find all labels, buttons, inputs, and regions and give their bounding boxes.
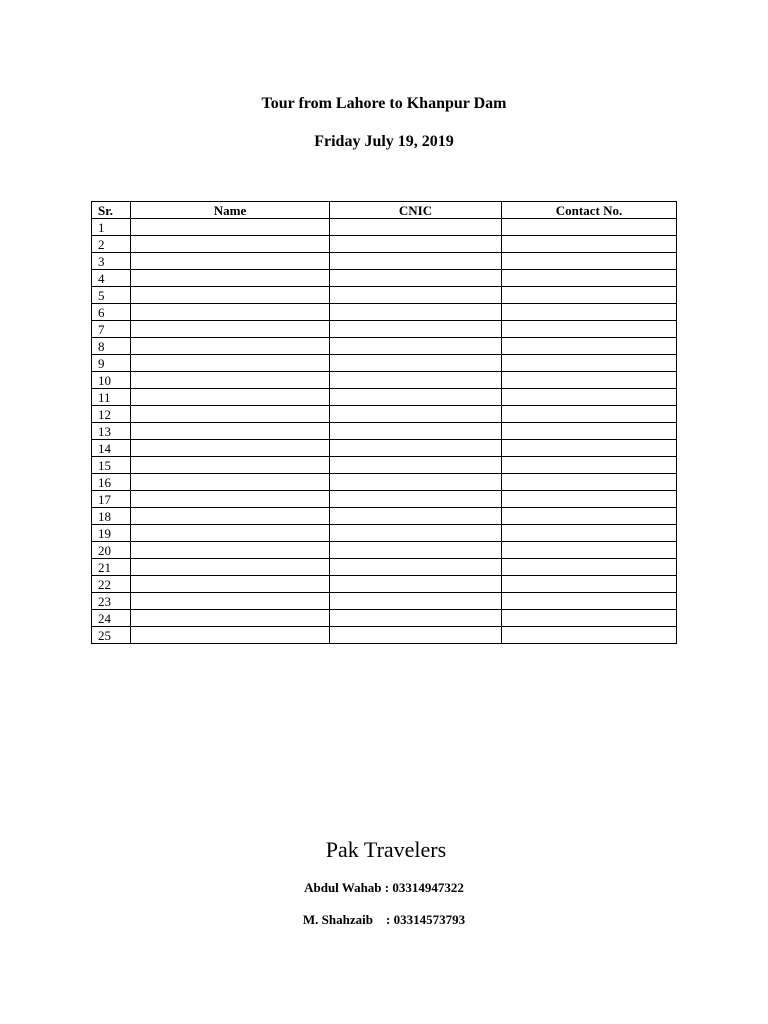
cell-sr: 7: [92, 321, 131, 338]
table-row: [92, 627, 677, 644]
cell-contact: [502, 542, 677, 559]
cell-contact: [502, 559, 677, 576]
cell-contact: [502, 338, 677, 355]
cell-name: [131, 219, 330, 236]
cell-cnic: [330, 389, 502, 406]
header-sr: Sr.: [92, 202, 131, 219]
table-header-row: [92, 202, 677, 219]
cell-sr: 1: [92, 219, 131, 236]
table-row: [92, 389, 677, 406]
cell-sr: 19: [92, 525, 131, 542]
participant-table: [91, 201, 677, 644]
table-row: [92, 304, 677, 321]
cell-cnic: [330, 423, 502, 440]
cell-name: [131, 338, 330, 355]
table-row: [92, 372, 677, 389]
contact-line: [0, 912, 768, 928]
table-row: [92, 253, 677, 270]
contact-name: M. Shahzaib: [302, 912, 373, 927]
cell-name: [131, 304, 330, 321]
cell-name: [131, 542, 330, 559]
cell-sr: 13: [92, 423, 131, 440]
table-row: [92, 270, 677, 287]
table-row: [92, 525, 677, 542]
table-row: [92, 542, 677, 559]
table-row: [92, 593, 677, 610]
cell-name: [131, 440, 330, 457]
header-cnic: CNIC: [330, 202, 502, 219]
table-row: [92, 474, 677, 491]
table-row: [92, 576, 677, 593]
cell-name: [131, 389, 330, 406]
table-row: [92, 610, 677, 627]
cell-name: [131, 508, 330, 525]
cell-sr: 10: [92, 372, 131, 389]
cell-sr: 22: [92, 576, 131, 593]
cell-contact: [502, 406, 677, 423]
cell-sr: 17: [92, 491, 131, 508]
cell-sr: 23: [92, 593, 131, 610]
table-row: [92, 338, 677, 355]
table-row: [92, 440, 677, 457]
cell-name: [131, 559, 330, 576]
cell-contact: [502, 474, 677, 491]
cell-name: [131, 236, 330, 253]
cell-cnic: [330, 457, 502, 474]
cell-cnic: [330, 627, 502, 644]
cell-name: [131, 525, 330, 542]
cell-sr: 25: [92, 627, 131, 644]
cell-cnic: [330, 338, 502, 355]
cell-sr: 12: [92, 406, 131, 423]
table-row: [92, 219, 677, 236]
cell-contact: [502, 457, 677, 474]
cell-contact: [502, 627, 677, 644]
cell-sr: 11: [92, 389, 131, 406]
brand-name: Pak Travelers: [325, 837, 447, 862]
cell-cnic: [330, 270, 502, 287]
cell-cnic: [330, 542, 502, 559]
table-row: [92, 287, 677, 304]
cell-cnic: [330, 576, 502, 593]
header-name: Name: [131, 202, 330, 219]
cell-contact: [502, 321, 677, 338]
document-date: Friday July 19, 2019: [314, 133, 454, 150]
cell-cnic: [330, 610, 502, 627]
cell-sr: 8: [92, 338, 131, 355]
cell-contact: [502, 253, 677, 270]
contact-line: [0, 880, 768, 896]
cell-cnic: [330, 491, 502, 508]
cell-cnic: [330, 474, 502, 491]
cell-cnic: [330, 406, 502, 423]
cell-contact: [502, 610, 677, 627]
cell-name: [131, 253, 330, 270]
cell-cnic: [330, 559, 502, 576]
cell-cnic: [330, 253, 502, 270]
cell-name: [131, 355, 330, 372]
cell-sr: 21: [92, 559, 131, 576]
cell-name: [131, 270, 330, 287]
cell-cnic: [330, 593, 502, 610]
cell-cnic: [330, 525, 502, 542]
cell-name: [131, 321, 330, 338]
cell-name: [131, 423, 330, 440]
cell-name: [131, 610, 330, 627]
cell-cnic: [330, 236, 502, 253]
contact-phone: 03314947322: [392, 880, 464, 895]
cell-name: [131, 491, 330, 508]
table-row: [92, 406, 677, 423]
cell-sr: 18: [92, 508, 131, 525]
contact-phone: 03314573793: [393, 912, 466, 927]
cell-sr: 9: [92, 355, 131, 372]
cell-sr: 15: [92, 457, 131, 474]
table-row: [92, 508, 677, 525]
cell-sr: 20: [92, 542, 131, 559]
cell-sr: 4: [92, 270, 131, 287]
cell-contact: [502, 525, 677, 542]
cell-contact: [502, 270, 677, 287]
table-row: [92, 355, 677, 372]
contact-separator: :: [372, 912, 394, 927]
cell-name: [131, 406, 330, 423]
cell-cnic: [330, 508, 502, 525]
cell-contact: [502, 423, 677, 440]
cell-sr: 5: [92, 287, 131, 304]
cell-sr: 24: [92, 610, 131, 627]
table-row: [92, 423, 677, 440]
cell-name: [131, 627, 330, 644]
cell-contact: [502, 219, 677, 236]
cell-sr: 16: [92, 474, 131, 491]
cell-cnic: [330, 287, 502, 304]
cell-name: [131, 457, 330, 474]
cell-name: [131, 576, 330, 593]
table-row: [92, 236, 677, 253]
cell-contact: [502, 593, 677, 610]
header-contact: Contact No.: [502, 202, 677, 219]
cell-name: [131, 593, 330, 610]
contact-separator: :: [381, 880, 393, 895]
cell-contact: [502, 287, 677, 304]
table-row: [92, 491, 677, 508]
cell-name: [131, 372, 330, 389]
cell-contact: [502, 372, 677, 389]
cell-cnic: [330, 355, 502, 372]
cell-sr: 6: [92, 304, 131, 321]
table-row: [92, 457, 677, 474]
cell-cnic: [330, 304, 502, 321]
cell-contact: [502, 576, 677, 593]
document-title: Tour from Lahore to Khanpur Dam: [261, 95, 507, 112]
table-row: [92, 559, 677, 576]
cell-sr: 3: [92, 253, 131, 270]
cell-cnic: [330, 219, 502, 236]
cell-cnic: [330, 321, 502, 338]
cell-contact: [502, 389, 677, 406]
cell-contact: [502, 440, 677, 457]
cell-sr: 14: [92, 440, 131, 457]
cell-contact: [502, 491, 677, 508]
cell-name: [131, 474, 330, 491]
cell-contact: [502, 304, 677, 321]
table-row: [92, 321, 677, 338]
contact-name: Abdul Wahab: [304, 880, 382, 895]
cell-name: [131, 287, 330, 304]
cell-sr: 2: [92, 236, 131, 253]
cell-cnic: [330, 372, 502, 389]
cell-contact: [502, 508, 677, 525]
cell-cnic: [330, 440, 502, 457]
cell-contact: [502, 355, 677, 372]
cell-contact: [502, 236, 677, 253]
